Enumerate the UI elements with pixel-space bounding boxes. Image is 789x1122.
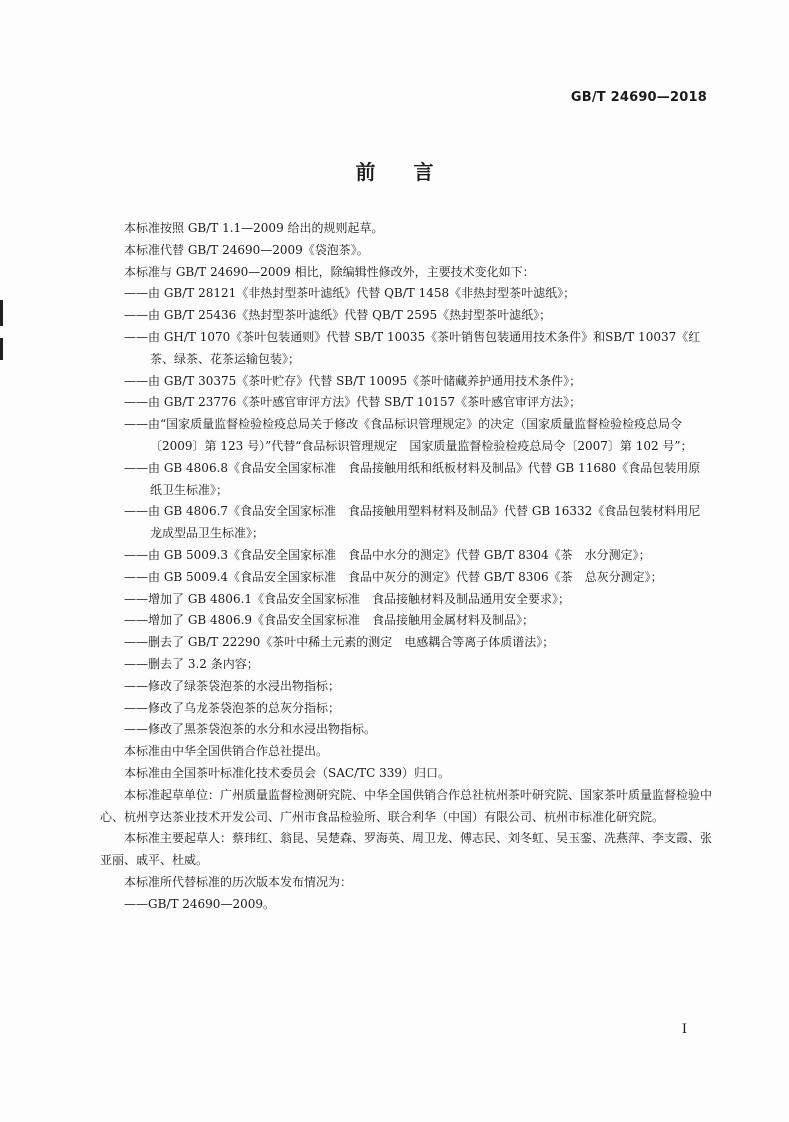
centralized-line: 本标准由全国茶叶标准化技术委员会（SAC/TC 339）归口。: [124, 765, 451, 780]
intro-line: 本标准按照 GB/T 1.1—2009 给出的规则起草。: [124, 221, 384, 235]
change-item: ——增加了 GB 4806.9《食品安全国家标准 食品接触用金属材料及制品》；: [124, 613, 535, 628]
drafters: 本标准主要起草人：蔡玮红、翁昆、吴楚森、罗海英、周卫龙、傅志民、刘冬虹、吴玉銮、冼燕萍、李支霞、张亚丽、戚平、杜威。: [100, 831, 713, 868]
change-item: ——删去了 GB/T 22290《茶叶中稀土元素的测定 电感耦合等离子体质谱法》；: [124, 635, 555, 650]
page-number: I: [681, 1022, 687, 1037]
foreword-body: [100, 218, 712, 916]
change-item: ——由 GB 5009.3《食品安全国家标准 食品中水分的测定》代替 GB/T 8304《茶 水分测定》；: [124, 547, 651, 562]
change-item: ——增加了 GB 4806.1《食品安全国家标准 食品接触材料及制品通用安全要求》；: [124, 591, 571, 606]
intro-line: 本标准代替 GB/T 24690—2009《袋泡茶》。: [124, 242, 369, 257]
intro-line: 本标准与 GB/T 24690—2009 相比，除编辑性修改外，主要技术变化如下：: [124, 264, 535, 279]
change-item: ——修改了绿茶袋泡茶的水浸出物指标；: [124, 678, 341, 693]
change-item: ——删去了 3.2 条内容；: [124, 656, 259, 671]
history-item: ——GB/T 24690—2009。: [124, 896, 275, 911]
change-item: ——修改了黑茶袋泡茶的水分和水浸出物指标。: [124, 722, 377, 737]
proposer-line: 本标准由中华全国供销合作总社提出。: [124, 744, 329, 759]
change-item: ——由 GB 4806.7《食品安全国家标准 食品接触用塑料材料及制品》代替 GB 16332《食品包装材料用尼龙成型品卫生标准》；: [124, 504, 701, 541]
change-item: ——由 GB/T 25436《热封型茶叶滤纸》代替 QB/T 2595《热封型茶叶滤纸》；: [124, 308, 552, 323]
page-title: 前言: [355, 160, 472, 184]
change-item: ——由 GB/T 30375《茶叶贮存》代替 SB/T 10095《茶叶储藏养护通用技术条件》；: [124, 373, 582, 388]
drafting-units: 本标准起草单位：广州质量监督检测研究院、中华全国供销合作总社杭州茶叶研究院、国家茶叶质量监督检验中心、杭州亨达茶业技术开发公司、广州市食品检验所、联合利华（中国）有限公司、杭州市标准化研究院。: [100, 787, 713, 824]
scan-edge-mark-bottom: [0, 338, 3, 360]
standard-number: GB/T 24690—2018: [570, 90, 707, 105]
change-item: ——由 GB/T 28121《非热封型茶叶滤纸》代替 QB/T 1458《非热封型茶叶滤纸》；: [124, 286, 576, 301]
change-item: ——由 GB 4806.8《食品安全国家标准 食品接触用纸和纸板材料及制品》代替 GB 11680《食品包装用原纸卫生标准》；: [124, 460, 701, 497]
scan-edge-mark-top: [0, 300, 3, 326]
change-item: ——由 GB 5009.4《食品安全国家标准 食品中灰分的测定》代替 GB/T 8306《茶 总灰分测定》；: [124, 569, 663, 584]
change-item: ——修改了乌龙茶袋泡茶的总灰分指标；: [124, 700, 341, 715]
history-intro: 本标准所代替标准的历次版本发布情况为：: [124, 874, 353, 889]
change-item: ——由 GB/T 23776《茶叶感官审评方法》代替 SB/T 10157《茶叶感官审评方法》；: [124, 395, 582, 410]
change-item: ——由 GH/T 1070《茶叶包装通则》代替 SB/T 10035《茶叶销售包装通用技术条件》和SB/T 10037《红茶、绿茶、花茶运输包装》；: [124, 329, 701, 366]
change-item: ——由“国家质量监督检验检疫总局关于修改《食品标识管理规定》的决定（国家质量监督检验检疫总局令〔2009〕第 123 号）”代替“食品标识管理规定 国家质量监督检验检疫总局令〔2007〕第 102 号”；: [124, 417, 693, 453]
